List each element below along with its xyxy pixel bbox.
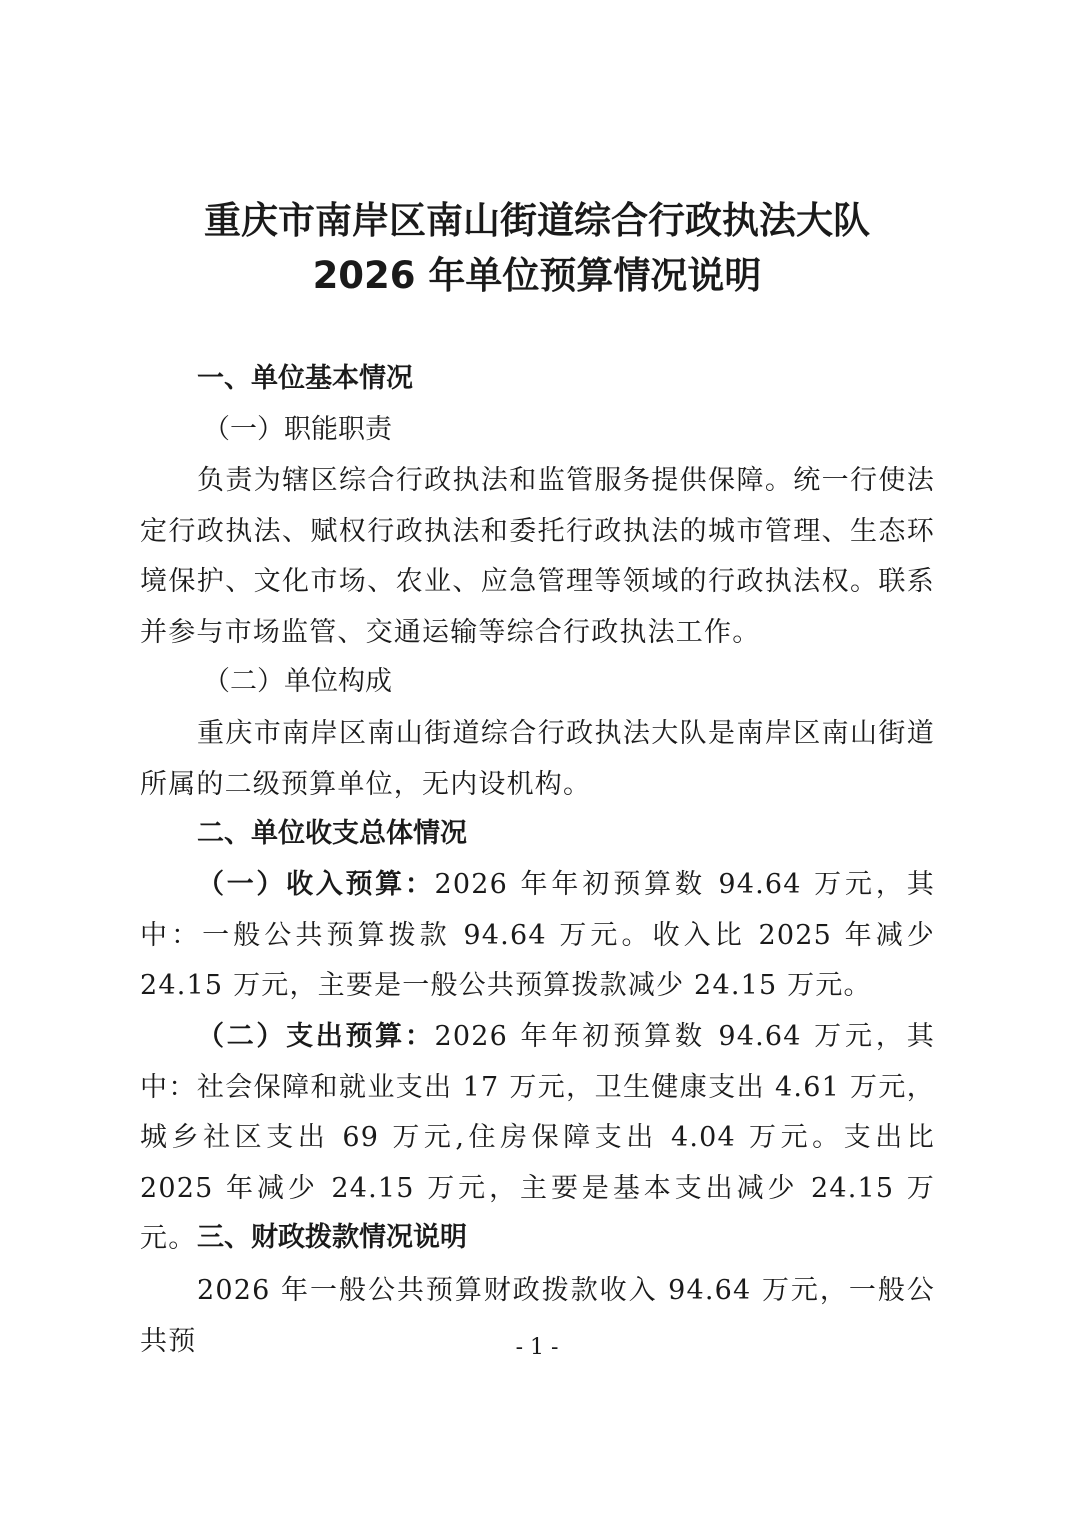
section-1-sub-2-heading: （二）单位构成 xyxy=(203,666,392,697)
page-number: - 1 - xyxy=(515,1335,559,1360)
expense-budget-body: 2026 年年初预算数 94.64 万元，其中：社会保障和就业支出 17 万元，卫生健康支出 4.61 万元，城乡社区支出 69 万元,住房保障支出 4.04 万元。支出比 2025 年减少 24.15 万元，主要是基本支出减少 24.15 万元。 xyxy=(140,1021,936,1254)
document-title-line-1: 重庆市南岸区南山街道综合行政执法大队 xyxy=(204,199,870,242)
income-budget-label: （一）收入预算： xyxy=(197,869,435,900)
section-3-body: 2026 年一般公共预算财政拨款收入 94.64 万元，一般公共预 xyxy=(140,1275,935,1357)
income-budget-body: 2026 年年初预算数 94.64 万元，其中：一般公共预算拨款 94.64 万元。收入比 2025 年减少 24.15 万元，主要是一般公共预算拨款减少 24.15 万元。 xyxy=(140,869,936,1001)
section-1-heading: 一、单位基本情况 xyxy=(197,363,413,394)
section-2-income-paragraph xyxy=(140,860,935,1012)
section-3-heading: 三、财政拨款情况说明 xyxy=(197,1222,467,1253)
document-title-line-2: 2026 年单位预算情况说明 xyxy=(312,254,762,297)
section-1-sub-1-heading: （一）职能职责 xyxy=(203,414,392,445)
expense-budget-label: （二）支出预算： xyxy=(197,1021,435,1052)
section-1-sub-2-body: 重庆市南岸区南山街道综合行政执法大队是南岸区南山街道所属的二级预算单位，无内设机构。 xyxy=(140,718,935,800)
section-1-sub-1-body: 负责为辖区综合行政执法和监管服务提供保障。统一行使法定行政执法、赋权行政执法和委托行政执法的城市管理、生态环境保护、文化市场、农业、应急管理等领域的行政执法权。联系并参与市场监管、交通运输等综合行政执法工作。 xyxy=(140,465,935,648)
section-2-heading: 二、单位收支总体情况 xyxy=(197,818,467,849)
